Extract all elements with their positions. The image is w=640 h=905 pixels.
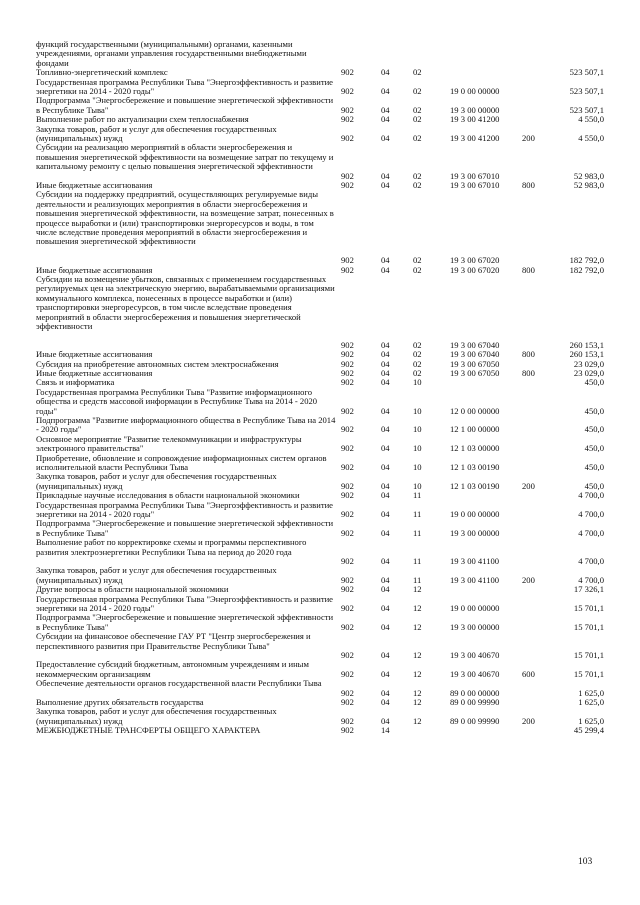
amount: 4 700,0 — [578, 490, 604, 501]
expense-type-code: 200 — [522, 480, 535, 491]
ministry-code: 902 — [341, 480, 354, 491]
amount: 523 507,1 — [569, 67, 604, 78]
subsection-code: 02 — [413, 170, 422, 181]
row-name: Субсидии на реализацию мероприятий в области энергосбережения и повышения энергетической эффективности на возмещение затрат по текущему и капитальному ремонту с целью повышения энергетической эффективности — [36, 142, 334, 172]
ministry-code: 902 — [341, 461, 354, 472]
target-article-code: 19 3 00 00000 — [450, 527, 500, 538]
ministry-code: 902 — [341, 255, 354, 266]
amount: 15 701,1 — [573, 602, 604, 613]
subsection-code: 02 — [413, 255, 422, 266]
subsection-code: 12 — [413, 697, 422, 707]
amount: 45 299,4 — [573, 725, 604, 736]
row-name: Выполнение работ по актуализации схем теплоснабжения — [36, 114, 249, 125]
expense-type-code: 800 — [522, 264, 535, 275]
section-code: 04 — [381, 649, 390, 660]
ministry-code: 902 — [341, 180, 354, 190]
ministry-code: 902 — [341, 377, 354, 388]
subsection-code: 02 — [413, 85, 422, 96]
row-name: Закупка товаров, работ и услуг для обеспечения государственных (муниципальных) нужд — [36, 706, 277, 726]
subsection-code: 12 — [413, 687, 422, 698]
amount: 52 983,0 — [573, 180, 604, 190]
subsection-code: 10 — [413, 461, 422, 472]
subsection-code: 11 — [413, 574, 422, 585]
row-name: Субсидии на возмещение убытков, связанных с применением государственных регулируемых цен на электрическую энергию, вырабатываемыми организациями коммунального комплекса, понесенных в процессе выработки и (или) транспортировки энергоресурсов, в том числе вследствие проведения мероприятий в области энергосбережения и повышения энергетической эффективности — [36, 274, 335, 332]
row-name: Подпрограмма "Энергосбережение и повышение энергетической эффективности в Республике Тыва" — [36, 612, 334, 632]
amount: 260 153,1 — [569, 349, 604, 360]
table-row — [0, 595, 640, 614]
subsection-code: 02 — [413, 349, 422, 360]
section-code: 04 — [381, 424, 390, 435]
amount: 4 700,0 — [578, 555, 604, 566]
row-name: МЕЖБЮДЖЕТНЫЕ ТРАНСФЕРТЫ ОБЩЕГО ХАРАКТЕРА — [36, 725, 261, 736]
section-code: 04 — [381, 602, 390, 613]
section-code: 04 — [381, 574, 390, 585]
target-article-code: 19 3 00 67010 — [450, 170, 500, 181]
ministry-code: 902 — [341, 649, 354, 660]
row-name: Основное мероприятие "Развитие телекоммуникации и инфраструктуры электронного правительства" — [36, 433, 302, 454]
table-row — [0, 143, 640, 181]
row-name: Государственная программа Республики Тыва "Энергоэффективность и развитие энергетики на 2014 - 2020 годы" — [36, 76, 333, 96]
row-name: Иные бюджетные ассигнования — [36, 180, 153, 190]
subsection-code: 10 — [413, 424, 422, 435]
subsection-code: 02 — [413, 104, 422, 115]
section-code: 04 — [381, 349, 390, 360]
section-code: 04 — [381, 490, 390, 501]
subsection-code: 10 — [413, 377, 422, 388]
subsection-code: 02 — [413, 358, 422, 369]
section-code: 04 — [381, 170, 390, 181]
ministry-code: 902 — [341, 264, 354, 275]
subsection-code: 11 — [413, 508, 422, 519]
target-article-code: 12 1 03 00190 — [450, 480, 500, 491]
section-code: 04 — [381, 67, 390, 78]
table-row — [0, 125, 640, 144]
section-code: 04 — [381, 443, 390, 454]
expense-type-code: 200 — [522, 715, 535, 726]
row-name: Топливно-энергетический комплекс — [36, 67, 168, 78]
expense-type-code: 800 — [522, 180, 535, 190]
table-row — [0, 566, 640, 585]
subsection-code: 02 — [413, 180, 422, 190]
table-row — [0, 275, 640, 350]
ministry-code: 902 — [341, 67, 354, 78]
ministry-code: 902 — [341, 85, 354, 96]
table-row — [0, 472, 640, 491]
row-name: Подпрограмма "Энергосбережение и повышение энергетической эффективности в Республике Тыва" — [36, 95, 334, 115]
section-code: 04 — [381, 621, 390, 632]
section-code: 04 — [381, 85, 390, 96]
row-name: Иные бюджетные ассигнования — [36, 264, 153, 275]
amount: 182 792,0 — [569, 255, 604, 266]
ministry-code: 902 — [341, 104, 354, 115]
row-name: функций государственными (муниципальными) органами, казенными учреждениями, органами управления государственными внебюджетными фондами — [36, 39, 307, 68]
amount: 15 701,1 — [573, 668, 604, 679]
amount: 52 983,0 — [573, 170, 604, 181]
table-row — [0, 613, 640, 632]
section-code: 04 — [381, 358, 390, 369]
subsection-code: 11 — [413, 527, 422, 538]
table-row — [0, 519, 640, 538]
section-code: 04 — [381, 104, 390, 115]
amount: 1 625,0 — [578, 715, 604, 726]
section-code: 04 — [381, 180, 390, 190]
row-name: Субсидия на приобретение автономных систем электроснабжения — [36, 358, 279, 369]
target-article-code: 12 1 03 00190 — [450, 461, 500, 472]
subsection-code: 10 — [413, 405, 422, 416]
row-name: Предоставление субсидий бюджетным, автономным учреждениям и иным некоммерческим организациям — [36, 659, 309, 679]
target-article-code: 19 3 00 67050 — [450, 358, 500, 369]
row-name: Другие вопросы в области национальной экономики — [36, 584, 229, 595]
target-article-code: 12 1 00 00000 — [450, 424, 500, 435]
table-row — [0, 660, 640, 679]
target-article-code: 19 3 00 41100 — [450, 574, 500, 585]
table-row — [0, 538, 640, 566]
table-row — [0, 454, 640, 473]
section-code: 04 — [381, 255, 390, 266]
ministry-code: 902 — [341, 424, 354, 435]
expense-type-code: 200 — [522, 574, 535, 585]
subsection-code: 12 — [413, 668, 422, 679]
amount: 450,0 — [584, 443, 604, 454]
amount: 4 700,0 — [578, 574, 604, 585]
table-row — [0, 707, 640, 726]
section-code: 04 — [381, 339, 390, 350]
target-article-code: 19 3 00 67010 — [450, 180, 500, 190]
table-row — [0, 96, 640, 115]
amount: 1 625,0 — [578, 697, 604, 707]
subsection-code: 12 — [413, 584, 422, 595]
subsection-code: 11 — [413, 490, 422, 501]
target-article-code: 19 0 00 00000 — [450, 602, 500, 613]
row-name: Выполнение работ по корректировке схемы и программы перспективного развития электроэнергетики Республики Тыва на период до 2020 года — [36, 537, 307, 557]
section-code: 14 — [381, 725, 390, 736]
ministry-code: 902 — [341, 114, 354, 125]
subsection-code: 02 — [413, 132, 422, 143]
row-name: Связь и информатика — [36, 377, 115, 388]
ministry-code: 902 — [341, 555, 354, 566]
table-row — [0, 40, 640, 68]
row-name: Выполнение других обязательств государства — [36, 697, 204, 707]
target-article-code: 19 3 00 67040 — [450, 339, 500, 350]
table-row — [0, 416, 640, 435]
row-name: Подпрограмма "Развитие информационного общества в Республике Тыва на 2014 - 2020 годы" — [36, 415, 336, 435]
target-article-code: 19 3 00 00000 — [450, 104, 500, 115]
section-code: 04 — [381, 508, 390, 519]
table-row — [0, 632, 640, 660]
section-code: 04 — [381, 377, 390, 388]
amount: 15 701,1 — [573, 649, 604, 660]
amount: 23 029,0 — [573, 368, 604, 378]
target-article-code: 89 0 00 99990 — [450, 715, 500, 726]
ministry-code: 902 — [341, 443, 354, 454]
subsection-code: 02 — [413, 368, 422, 378]
table-row — [0, 726, 640, 735]
ministry-code: 902 — [341, 584, 354, 595]
amount: 450,0 — [584, 405, 604, 416]
row-name: Закупка товаров, работ и услуг для обеспечения государственных (муниципальных) нужд — [36, 123, 277, 143]
target-article-code: 19 3 00 67040 — [450, 349, 500, 360]
amount: 4 550,0 — [578, 132, 604, 143]
amount: 1 625,0 — [578, 687, 604, 698]
section-code: 04 — [381, 584, 390, 595]
subsection-code: 12 — [413, 621, 422, 632]
expense-type-code: 800 — [522, 349, 535, 360]
ministry-code: 902 — [341, 490, 354, 501]
target-article-code: 19 0 00 00000 — [450, 85, 500, 96]
section-code: 04 — [381, 480, 390, 491]
amount: 182 792,0 — [569, 264, 604, 275]
amount: 523 507,1 — [569, 104, 604, 115]
target-article-code: 19 3 00 67020 — [450, 255, 500, 266]
amount: 260 153,1 — [569, 339, 604, 350]
row-name: Приобретение, обновление и сопровождение информационных систем органов исполнительной власти Республики Тыва — [36, 452, 327, 472]
ministry-code: 902 — [341, 574, 354, 585]
ministry-code: 902 — [341, 725, 354, 736]
ministry-code: 902 — [341, 170, 354, 181]
amount: 450,0 — [584, 461, 604, 472]
section-code: 04 — [381, 132, 390, 143]
subsection-code: 10 — [413, 443, 422, 454]
ministry-code: 902 — [341, 602, 354, 613]
row-name: Подпрограмма "Энергосбережение и повышение энергетической эффективности в Республике Тыва" — [36, 518, 334, 538]
subsection-code: 10 — [413, 480, 422, 491]
ministry-code: 902 — [341, 621, 354, 632]
amount: 15 701,1 — [573, 621, 604, 632]
amount: 4 700,0 — [578, 527, 604, 538]
row-name: Иные бюджетные ассигнования — [36, 349, 153, 360]
subsection-code: 02 — [413, 67, 422, 78]
ministry-code: 902 — [341, 405, 354, 416]
table-row — [0, 388, 640, 416]
ministry-code: 902 — [341, 687, 354, 698]
target-article-code: 12 0 00 00000 — [450, 405, 500, 416]
ministry-code: 902 — [341, 339, 354, 350]
amount: 450,0 — [584, 377, 604, 388]
row-name: Государственная программа Республики Тыва "Развитие информационного общества и средств массовой информации в Республике Тыва на 2014 - 2020 годы" — [36, 386, 318, 416]
target-article-code: 12 1 03 00000 — [450, 443, 500, 454]
row-name: Закупка товаров, работ и услуг для обеспечения государственных (муниципальных) нужд — [36, 565, 277, 585]
section-code: 04 — [381, 687, 390, 698]
ministry-code: 902 — [341, 668, 354, 679]
amount: 17 326,1 — [573, 584, 604, 595]
amount: 23 029,0 — [573, 358, 604, 369]
amount: 4 700,0 — [578, 508, 604, 519]
table-row — [0, 435, 640, 454]
ministry-code: 902 — [341, 349, 354, 360]
target-article-code: 19 3 00 67020 — [450, 264, 500, 275]
target-article-code: 89 0 00 00000 — [450, 687, 500, 698]
subsection-code: 11 — [413, 555, 422, 566]
subsection-code: 02 — [413, 114, 422, 125]
target-article-code: 19 3 00 00000 — [450, 621, 500, 632]
target-article-code: 19 3 00 41100 — [450, 555, 500, 566]
target-article-code: 19 3 00 41200 — [450, 132, 500, 143]
subsection-code: 02 — [413, 339, 422, 350]
ministry-code: 902 — [341, 132, 354, 143]
expense-type-code: 600 — [522, 668, 535, 679]
ministry-code: 902 — [341, 358, 354, 369]
section-code: 04 — [381, 668, 390, 679]
row-name: Субсидии на финансовое обеспечение ГАУ РТ "Центр энергосбережения и перспективного развития при Правительстве Республики Тыва" — [36, 631, 311, 651]
table-row — [0, 501, 640, 520]
target-article-code: 89 0 00 99990 — [450, 697, 500, 707]
subsection-code: 12 — [413, 649, 422, 660]
ministry-code: 902 — [341, 697, 354, 707]
section-code: 04 — [381, 527, 390, 538]
row-name: Государственная программа Республики Тыва "Энергоэффективность и развитие энергетики на 2014 - 2020 годы" — [36, 499, 333, 519]
ministry-code: 902 — [341, 715, 354, 726]
section-code: 04 — [381, 264, 390, 275]
target-article-code: 19 3 00 40670 — [450, 649, 500, 660]
table-row — [0, 78, 640, 97]
row-name: Государственная программа Республики Тыва "Энергоэффективность и развитие энергетики на 2014 - 2020 годы" — [36, 593, 333, 613]
ministry-code: 902 — [341, 508, 354, 519]
table-row — [0, 679, 640, 698]
target-article-code: 19 3 00 40670 — [450, 668, 500, 679]
section-code: 04 — [381, 461, 390, 472]
section-code: 04 — [381, 555, 390, 566]
page-number: 103 — [578, 857, 593, 867]
target-article-code: 19 3 00 41200 — [450, 114, 500, 125]
row-name: Обеспечение деятельности органов государственной власти Республики Тыва — [36, 678, 322, 689]
section-code: 04 — [381, 697, 390, 707]
target-article-code: 19 0 00 00000 — [450, 508, 500, 519]
target-article-code: 19 3 00 67050 — [450, 368, 500, 378]
expense-type-code: 200 — [522, 132, 535, 143]
amount: 523 507,1 — [569, 85, 604, 96]
table-row — [0, 190, 640, 265]
section-code: 04 — [381, 405, 390, 416]
row-name: Иные бюджетные ассигнования — [36, 368, 153, 378]
subsection-code: 12 — [413, 715, 422, 726]
subsection-code: 12 — [413, 602, 422, 613]
ministry-code: 902 — [341, 368, 354, 378]
section-code: 04 — [381, 114, 390, 125]
row-name: Прикладные научные исследования в области национальной экономики — [36, 490, 300, 501]
amount: 450,0 — [584, 424, 604, 435]
ministry-code: 902 — [341, 527, 354, 538]
amount: 4 550,0 — [578, 114, 604, 125]
row-name: Субсидии на поддержку предприятий, осуществляющих регулируемые виды деятельности и реализующих мероприятия в области энергосбережения и повышения энергетической эффективности, на возмещение затрат, понесенных в процессе выработки и (или) транспортировки энергоресурсов и воды, в том числе вследствие проведения мероприятий в области энергосбережения и повышения энергетической эффективности — [36, 189, 334, 247]
subsection-code: 02 — [413, 264, 422, 275]
section-code: 04 — [381, 715, 390, 726]
expense-type-code: 800 — [522, 368, 535, 378]
section-code: 04 — [381, 368, 390, 378]
amount: 450,0 — [584, 480, 604, 491]
row-name: Закупка товаров, работ и услуг для обеспечения государственных (муниципальных) нужд — [36, 471, 277, 491]
